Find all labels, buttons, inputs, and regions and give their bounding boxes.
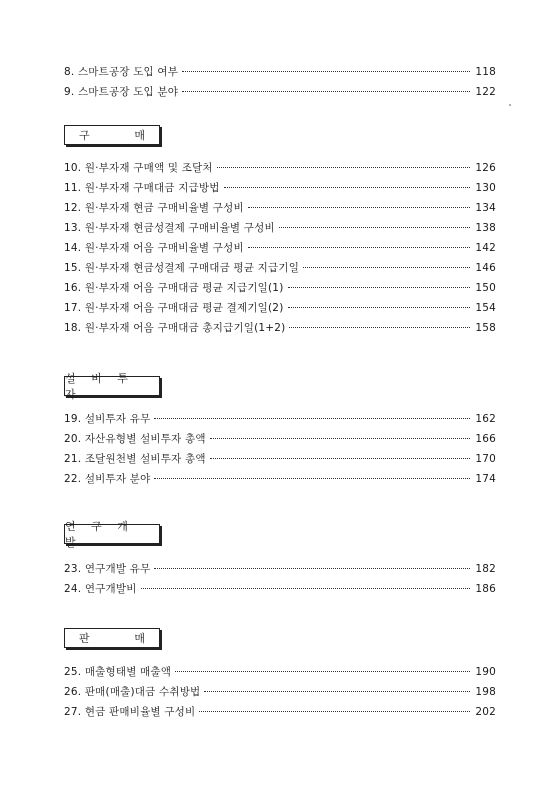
toc-entry: [64, 471, 496, 491]
toc-entry-page: 146: [475, 262, 496, 274]
dot-leader: [224, 187, 470, 188]
dot-leader: [289, 327, 470, 328]
toc-entry-label: 18. 원·부자재 어음 구매대금 총지급기일(1+2): [64, 322, 286, 334]
toc-entry-page: 198: [475, 686, 496, 698]
toc-section-rnd: [64, 561, 496, 601]
dot-leader: [204, 691, 470, 692]
toc-entry-label: 22. 설비투자 분야: [64, 473, 151, 485]
heading-char: 매: [134, 632, 145, 645]
toc-entry-page: 142: [475, 242, 496, 254]
toc-entry-label: 19. 설비투자 유무: [64, 413, 151, 425]
toc-entry-page: 154: [475, 302, 496, 314]
toc-entry-page: 174: [475, 473, 496, 485]
dot-leader: [210, 458, 470, 459]
toc-entry: [64, 64, 496, 84]
toc-entry: [64, 664, 496, 684]
toc-entry-page: 138: [475, 222, 496, 234]
section-heading-text: [79, 630, 145, 646]
section-heading-text: [79, 127, 145, 143]
dot-leader: [248, 247, 470, 248]
toc-entry: [64, 451, 496, 471]
section-heading-purchase: [64, 125, 160, 145]
section-heading-text: 설 비 투 자: [65, 372, 134, 401]
toc-entry: [64, 684, 496, 704]
toc-entry: [64, 180, 496, 200]
scan-speck: [509, 104, 511, 106]
toc-entry: [64, 581, 496, 601]
dot-leader: [217, 167, 470, 168]
dot-leader: [154, 568, 470, 569]
dot-leader: [199, 711, 470, 712]
toc-entry-label: 26. 판매(매출)대금 수취방법: [64, 686, 201, 698]
section-heading-sales: [64, 628, 160, 648]
toc-entry-page: 170: [475, 453, 496, 465]
toc-entry-label: 21. 조달원천별 설비투자 총액: [64, 453, 206, 465]
toc-entry-page: 190: [475, 666, 496, 678]
toc-section-investment: [64, 411, 496, 491]
heading-char: 매: [134, 129, 145, 142]
toc-entry-page: 182: [475, 563, 496, 575]
toc-entry-label: 24. 연구개발비: [64, 583, 137, 595]
toc-entry: [64, 411, 496, 431]
dot-leader: [248, 207, 470, 208]
section-heading-investment: [64, 372, 160, 401]
toc-entry-label: 14. 원·부자재 어음 구매비율별 구성비: [64, 242, 244, 254]
toc-entry: [64, 320, 496, 340]
toc-entry: [64, 160, 496, 180]
section-heading-text: 연 구 개 발: [65, 520, 134, 549]
section-heading-rnd: [64, 520, 160, 549]
toc-entry: [64, 200, 496, 220]
toc-entry: [64, 84, 496, 104]
dot-leader: [154, 478, 470, 479]
toc-entry-page: 166: [475, 433, 496, 445]
toc-entry: [64, 704, 496, 724]
toc-entry-label: 15. 원·부자재 현금성결제 구매대금 평균 지급기일: [64, 262, 300, 274]
toc-entry-label: 10. 원·부자재 구매액 및 조달처: [64, 162, 213, 174]
toc-entry-label: 9. 스마트공장 도입 분야: [64, 86, 179, 98]
toc-entry-label: 27. 현금 판매비율별 구성비: [64, 706, 196, 718]
toc-entry-label: 13. 원·부자재 현금성결제 구매비율별 구성비: [64, 222, 275, 234]
toc-entry: [64, 240, 496, 260]
toc-entry: [64, 280, 496, 300]
toc-entry-page: 186: [475, 583, 496, 595]
toc-entry-label: 17. 원·부자재 어음 구매대금 평균 결제기일(2): [64, 302, 284, 314]
dot-leader: [288, 307, 471, 308]
dot-leader: [154, 418, 470, 419]
toc-top-group: [64, 64, 496, 104]
toc-entry-page: 130: [475, 182, 496, 194]
toc-section-sales: [64, 664, 496, 724]
toc-entry: [64, 431, 496, 451]
toc-entry-page: 158: [475, 322, 496, 334]
toc-entry-page: 162: [475, 413, 496, 425]
toc-entry: [64, 260, 496, 280]
toc-entry-label: 16. 원·부자재 어음 구매대금 평균 지급기일(1): [64, 282, 284, 294]
toc-entry: [64, 220, 496, 240]
dot-leader: [141, 588, 470, 589]
toc-entry-label: 23. 연구개발 유무: [64, 563, 151, 575]
heading-char: 판: [79, 632, 90, 645]
toc-entry: [64, 561, 496, 581]
toc-entry-label: 25. 매출형태별 매출액: [64, 666, 172, 678]
toc-section-purchase: [64, 160, 496, 340]
heading-char: 구: [79, 129, 90, 142]
toc-entry-label: 11. 원·부자재 구매대금 지급방법: [64, 182, 220, 194]
dot-leader: [279, 227, 470, 228]
toc-entry-page: 118: [475, 66, 496, 78]
toc-entry-label: 12. 원·부자재 현금 구매비율별 구성비: [64, 202, 244, 214]
toc-entry-page: 134: [475, 202, 496, 214]
toc-entry-page: 202: [475, 706, 496, 718]
toc-entry-page: 126: [475, 162, 496, 174]
dot-leader: [288, 287, 471, 288]
dot-leader: [182, 71, 470, 72]
dot-leader: [303, 267, 470, 268]
dot-leader: [210, 438, 470, 439]
dot-leader: [182, 91, 470, 92]
toc-entry-label: 20. 자산유형별 설비투자 총액: [64, 433, 206, 445]
toc-entry: [64, 300, 496, 320]
toc-entry-page: 122: [475, 86, 496, 98]
dot-leader: [175, 671, 470, 672]
toc-entry-page: 150: [475, 282, 496, 294]
toc-entry-label: 8. 스마트공장 도입 여부: [64, 66, 179, 78]
